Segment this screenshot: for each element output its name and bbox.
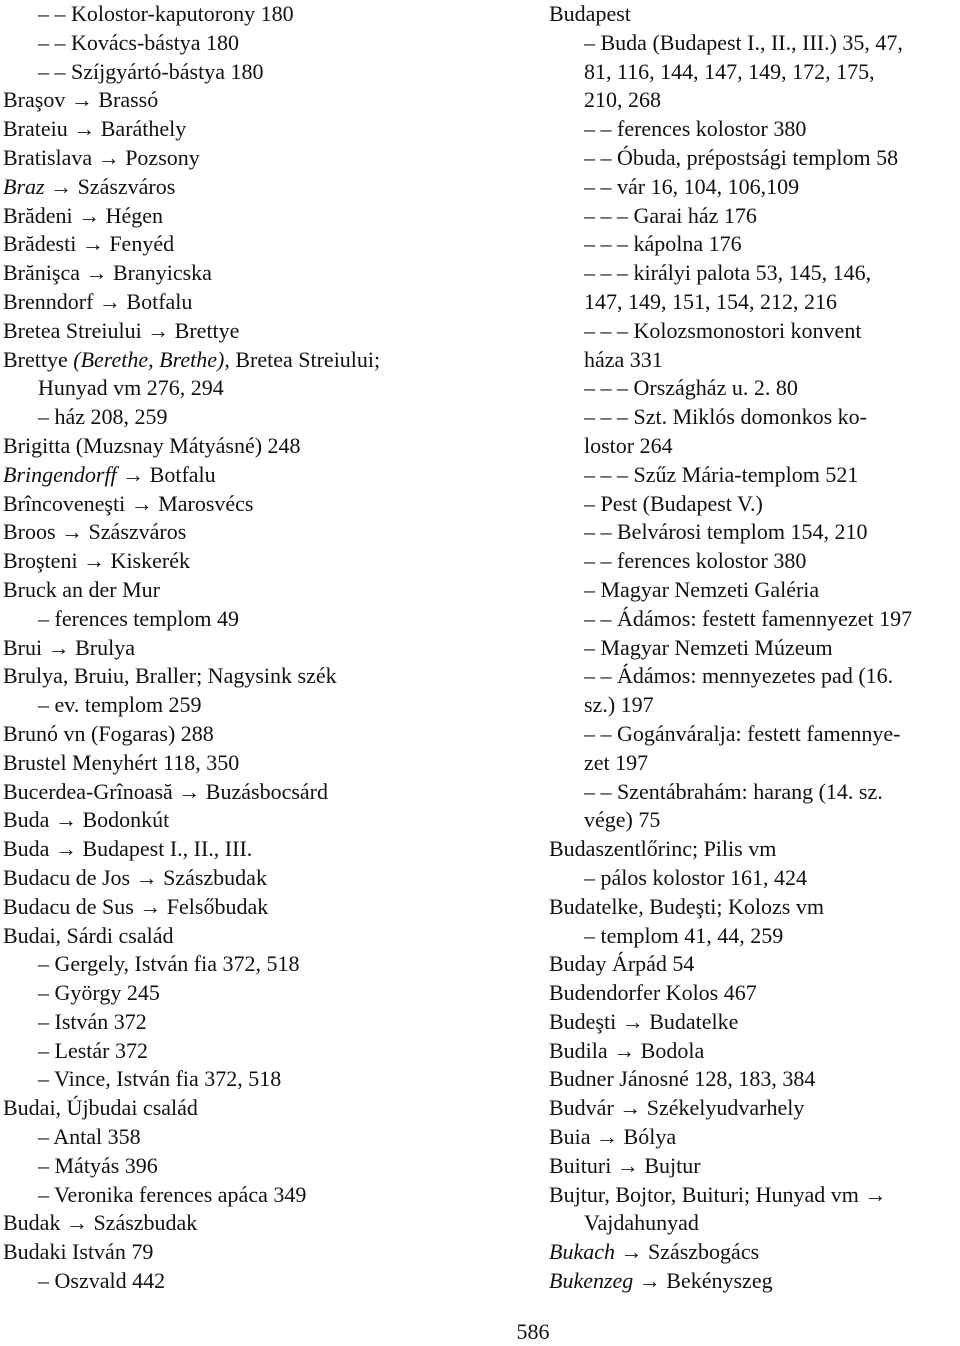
index-entry: Bringendorff → Botfalu [3,461,216,487]
index-entry: Bukach → Szászbogács [549,1239,760,1265]
index-entry: – – Óbuda, prépostsági templom 58 [584,144,899,170]
index-entry: – György 245 [38,980,160,1006]
index-entry: Bujtur, Bojtor, Buituri; Hunyad vm → [549,1181,887,1207]
index-entry: – – Ádámos: festett famennyezet 197 [584,605,913,631]
index-entry: 210, 268 [584,87,661,113]
index-entry: – – Kovács-bástya 180 [38,29,240,55]
index-entry: Buituri → Bujtur [549,1152,701,1178]
index-entry: – – – Országház u. 2. 80 [584,375,798,401]
index-entry: Brîncoveneşti → Marosvécs [3,490,254,516]
index-entry: Budai, Újbudai család [3,1095,198,1121]
index-entry: – pálos kolostor 161, 424 [584,864,808,890]
index-entry: Budak → Szászbudak [3,1210,198,1236]
index-entry: Brustel Menyhért 118, 350 [3,749,240,775]
index-entry: Brenndorf → Botfalu [3,288,193,314]
index-entry: – – – királyi palota 53, 145, 146, [584,260,872,286]
index-entry: Budacu de Jos → Szászbudak [3,864,267,890]
index-entry: – Magyar Nemzeti Múzeum [584,634,833,660]
index-entry: – – – Szűz Mária-templom 521 [584,461,859,487]
index-entry: – Lestár 372 [38,1037,148,1063]
index-entry: 147, 149, 151, 154, 212, 216 [584,288,837,314]
index-entry: – – Ádámos: mennyezetes pad (16. [584,663,894,689]
index-entry: Budner Jánosné 128, 183, 384 [549,1066,816,1092]
index-entry: Bruck an der Mur [3,576,161,602]
page-number: 586 [516,1319,550,1344]
index-entry: – Antal 358 [38,1124,141,1150]
index-entry: Budapest [549,1,631,26]
index-entry: – Oszvald 442 [38,1268,166,1294]
italic-term: Braz [3,173,45,199]
index-entry: Budendorfer Kolos 467 [549,980,757,1006]
index-entry: Bukenzeg → Bekényszeg [549,1268,773,1294]
index-entry: Brui → Brulya [3,634,135,660]
index-entry: Budaszentlőrinc; Pilis vm [549,836,777,862]
index-entry: Buday Árpád 54 [549,951,695,977]
index-entry: Brănişca → Branyicska [3,260,212,286]
index-entry: Budila → Bodola [549,1037,705,1063]
index-entry: Budeşti → Budatelke [549,1008,739,1034]
index-entry: – – ferences kolostor 380 [584,548,807,574]
index-entry: Brulya, Bruiu, Braller; Nagysink szék [3,663,337,689]
italic-term: Bukenzeg [549,1268,634,1294]
index-entry: – Magyar Nemzeti Galéria [584,576,820,602]
index-entry: – – – Garai ház 176 [584,202,757,228]
index-entry: – ház 208, 259 [38,404,168,430]
index-entry: – – ferences kolostor 380 [584,116,807,142]
index-entry: – István 372 [38,1008,147,1034]
italic-term: Bukach [549,1239,615,1265]
index-entry: – – – Szt. Miklós domonkos ko- [584,404,867,430]
index-entry: – – – Kolozsmonostori konvent [584,317,862,343]
index-entry: Bucerdea-Grînoasă → Buzásbocsárd [3,778,328,804]
index-entry: lostor 264 [584,432,673,458]
index-entry: – Mátyás 396 [38,1152,158,1178]
index-entry: – Gergely, István fia 372, 518 [38,951,300,977]
index-entry: – – Kolostor-kaputorony 180 [38,1,294,26]
index-entry: – – vár 16, 104, 106,109 [584,173,800,199]
index-entry: – – Szentábrahám: harang (14. sz. [584,778,883,804]
index-entry: háza 331 [584,346,663,372]
index-entry: Brădeni → Hégen [3,202,164,228]
index-entry: – – – kápolna 176 [584,231,742,257]
index-entry: Brădesti → Fenyéd [3,231,175,257]
index-column-left [3,0,523,1296]
index-entry: – ev. templom 259 [38,692,202,718]
index-entry: Brigitta (Muzsnay Mátyásné) 248 [3,432,301,458]
index-entry: 81, 116, 144, 147, 149, 172, 175, [584,58,875,84]
index-entry: Brateiu → Baráthely [3,116,187,142]
index-entry: Budacu de Sus → Felsőbudak [3,893,269,919]
index-entry: Budvár → Székelyudvarhely [549,1095,805,1121]
index-entry: Buda → Bodonkút [3,807,170,833]
index-entry: sz.) 197 [584,692,654,718]
index-entry: – Buda (Budapest I., II., III.) 35, 47, [584,29,903,55]
index-entry: Braz → Szászváros [3,173,176,199]
italic-term: Bringendorff [3,461,117,487]
index-entry: – ferences templom 49 [38,605,239,631]
index-entry: Hunyad vm 276, 294 [38,375,224,401]
italic-term: (Berethe, Brethe) [73,346,225,372]
index-entry: Bretea Streiului → Brettye [3,317,240,343]
index-entry: – – Gogánváralja: festett famennye- [584,720,901,746]
index-entry: vége) 75 [584,807,661,833]
index-entry: Vajdahunyad [584,1210,699,1236]
index-column-right [549,0,959,1296]
index-entry: – templom 41, 44, 259 [584,922,784,948]
index-entry: Bratislava → Pozsony [3,144,200,170]
index-entry: Buia → Bólya [549,1124,677,1150]
index-entry: Braşov → Brassó [3,87,159,113]
index-entry: Broos → Szászváros [3,519,187,545]
index-entry: – Vince, István fia 372, 518 [38,1066,282,1092]
index-entry: Brunó vn (Fogaras) 288 [3,720,214,746]
index-entry: Budaki István 79 [3,1239,154,1265]
index-entry: Broşteni → Kiskerék [3,548,190,574]
index-entry: zet 197 [584,749,649,775]
index-entry: Brettye (Berethe, Brethe), Bretea Streiului; [3,346,381,372]
index-entry: Buda → Budapest I., II., III. [3,836,253,862]
index-entry: – Veronika ferences apáca 349 [38,1181,307,1207]
index-entry: Budai, Sárdi család [3,922,174,948]
index-entry: Budatelke, Budeşti; Kolozs vm [549,893,824,919]
index-entry: – Pest (Budapest V.) [584,490,763,516]
index-entry: – – Belvárosi templom 154, 210 [584,519,868,545]
index-entry: – – Szíjgyártó-bástya 180 [38,58,264,84]
